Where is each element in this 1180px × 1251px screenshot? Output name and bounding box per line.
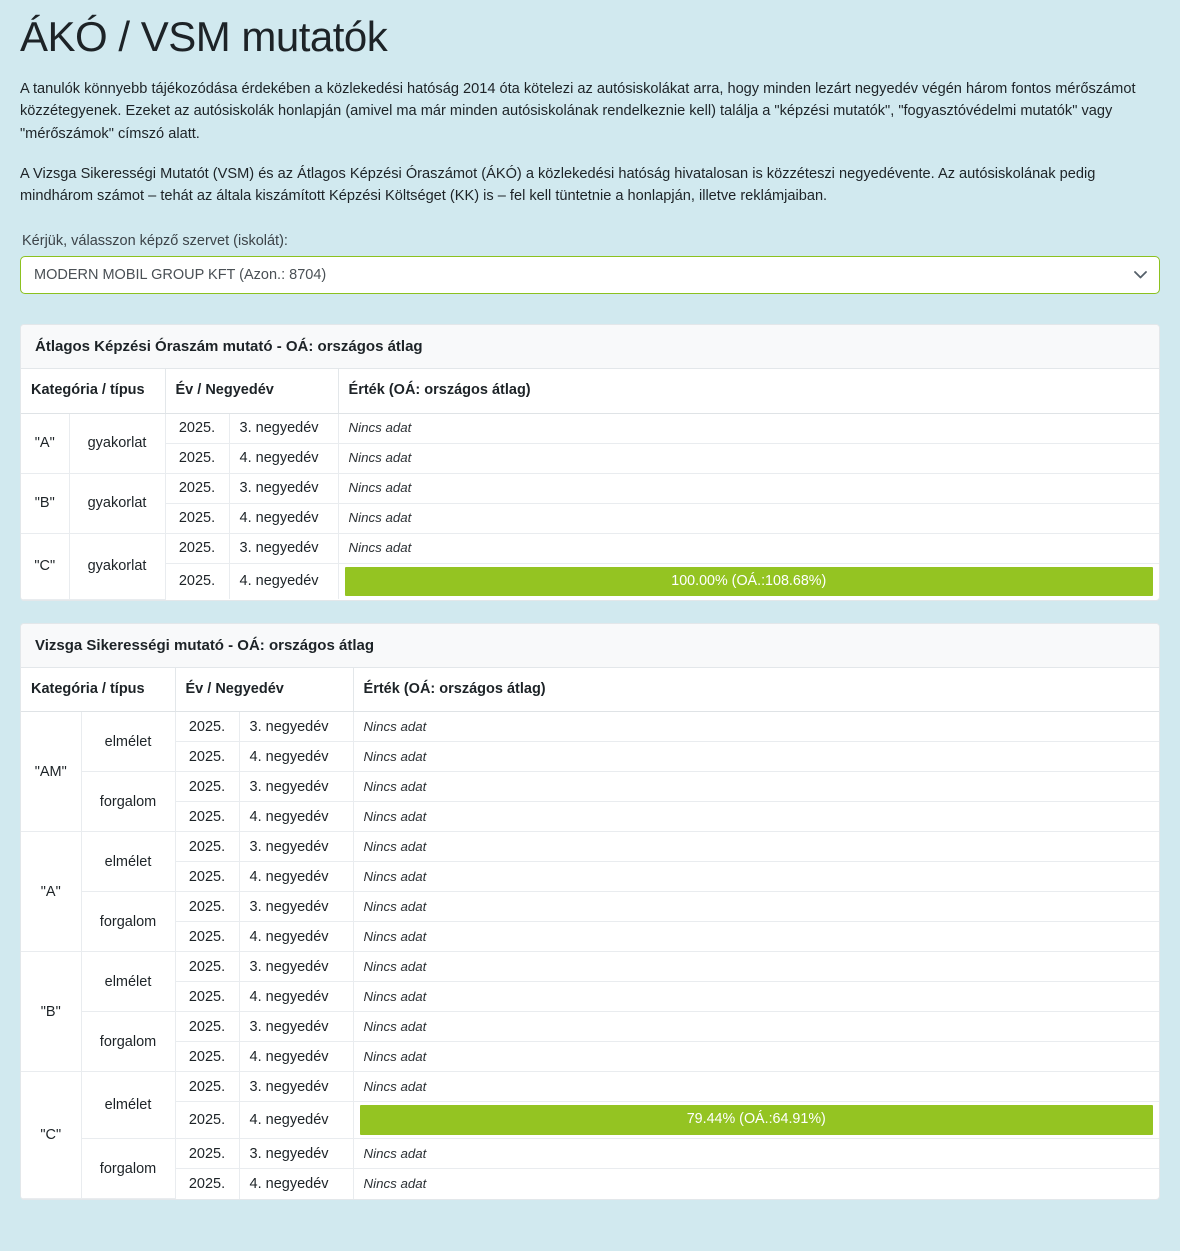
cell-quarter: 3. negyedév (239, 1012, 353, 1042)
cell-subtype: elmélet (81, 952, 175, 1012)
cell-quarter: 3. negyedév (239, 1072, 353, 1102)
cell-year: 2025. (175, 712, 239, 742)
cell-category: "B" (21, 952, 81, 1072)
vsm-table (21, 668, 1159, 1199)
school-select[interactable] (20, 256, 1160, 294)
cell-quarter: 4. negyedév (239, 742, 353, 772)
table-row (21, 1012, 1159, 1042)
cell-year: 2025. (175, 862, 239, 892)
table-row (21, 712, 1159, 742)
cell-quarter: 3. negyedév (239, 892, 353, 922)
column-header-category: Kategória / típus (21, 369, 165, 413)
cell-category: "C" (21, 533, 69, 599)
table-row (21, 892, 1159, 922)
ako-card (20, 324, 1160, 601)
cell-subtype: forgalom (81, 772, 175, 832)
cell-subtype: gyakorlat (69, 413, 165, 473)
table-header-row (21, 668, 1159, 712)
cell-category: "B" (21, 473, 69, 533)
cell-category: "A" (21, 832, 81, 952)
no-data-label: Nincs adat (363, 958, 427, 974)
cell-year: 2025. (175, 1139, 239, 1169)
cell-value (353, 892, 1159, 922)
cell-year: 2025. (165, 413, 229, 443)
column-header-value: Érték (OÁ: országos átlag) (338, 369, 1159, 413)
no-data-label: Nincs adat (348, 450, 412, 466)
cell-quarter: 4. negyedév (239, 1042, 353, 1072)
no-data-label: Nincs adat (348, 480, 412, 496)
cell-quarter: 4. negyedév (239, 802, 353, 832)
cell-quarter: 3. negyedév (229, 473, 338, 503)
cell-value (353, 772, 1159, 802)
cell-quarter: 3. negyedév (239, 952, 353, 982)
vsm-table-body (21, 712, 1159, 1199)
cell-year: 2025. (175, 982, 239, 1012)
school-selector-label: Kérjük, válasszon képző szervet (iskolát): (22, 233, 288, 250)
cell-category: "A" (21, 413, 69, 473)
cell-value (353, 952, 1159, 982)
cell-year: 2025. (175, 922, 239, 952)
table-row (21, 1072, 1159, 1102)
table-row (21, 802, 1159, 832)
cell-subtype: elmélet (81, 1072, 175, 1139)
table-row (21, 862, 1159, 892)
cell-value (353, 1139, 1159, 1169)
cell-value (353, 802, 1159, 832)
no-data-label: Nincs adat (363, 868, 427, 884)
cell-subtype: forgalom (81, 1012, 175, 1072)
intro-paragraph-2: A Vizsga Sikerességi Mutatót (VSM) és az Átlagos Képzési Óraszámot (ÁKÓ) a közlekedési hatóság hivatalosan is közzéteszi negyedévente. Az autósiskolának pedig mindhárom számot – tehát az általa kiszámított Képzési Költséget (KK) is – fel kell tüntetnie a honlapján, illetve reklámjaiban. (20, 165, 1096, 204)
table-row (21, 1169, 1159, 1199)
no-data-label: Nincs adat (363, 898, 427, 914)
no-data-label: Nincs adat (363, 808, 427, 824)
table-row (21, 742, 1159, 772)
no-data-label: Nincs adat (363, 748, 427, 764)
cell-year: 2025. (175, 1169, 239, 1199)
cell-quarter: 4. negyedév (239, 1169, 353, 1199)
cell-value (353, 862, 1159, 892)
cell-value (353, 832, 1159, 862)
cell-year: 2025. (175, 892, 239, 922)
table-row (21, 832, 1159, 862)
column-header-value: Érték (OÁ: országos átlag) (353, 668, 1159, 712)
cell-quarter: 4. negyedév (229, 563, 338, 599)
no-data-label: Nincs adat (363, 838, 427, 854)
column-header-period: Év / Negyedév (165, 369, 338, 413)
table-header-row (21, 369, 1159, 413)
table-row (21, 952, 1159, 982)
cell-value (338, 533, 1159, 563)
cell-subtype: elmélet (81, 832, 175, 892)
ako-card-title: Átlagos Képzési Óraszám mutató - OÁ: országos átlag (21, 325, 1159, 369)
school-selector-wrapper (20, 256, 1160, 294)
value-bar: 100.00% (OÁ.:108.68%) (345, 567, 1153, 597)
cell-value (353, 1169, 1159, 1199)
cell-year: 2025. (175, 742, 239, 772)
table-row (21, 533, 1159, 563)
cell-year: 2025. (175, 952, 239, 982)
cell-quarter: 3. negyedév (229, 533, 338, 563)
cell-subtype: elmélet (81, 712, 175, 772)
table-row (21, 922, 1159, 952)
cell-value (353, 712, 1159, 742)
table-row (21, 772, 1159, 802)
cell-quarter: 3. negyedév (239, 712, 353, 742)
cell-year: 2025. (165, 443, 229, 473)
cell-value (338, 473, 1159, 503)
no-data-label: Nincs adat (363, 1048, 427, 1064)
ako-table-head (21, 369, 1159, 413)
vsm-table-head (21, 668, 1159, 712)
cell-quarter: 4. negyedév (229, 503, 338, 533)
table-row (21, 563, 1159, 599)
ako-table-body (21, 413, 1159, 599)
table-row (21, 1102, 1159, 1139)
cell-year: 2025. (175, 1012, 239, 1042)
cell-year: 2025. (165, 563, 229, 599)
cell-year: 2025. (165, 503, 229, 533)
cell-value (338, 443, 1159, 473)
cell-value (338, 413, 1159, 443)
cell-quarter: 4. negyedév (229, 443, 338, 473)
cell-subtype: gyakorlat (69, 473, 165, 533)
no-data-label: Nincs adat (363, 1145, 427, 1161)
cell-value (353, 742, 1159, 772)
no-data-label: Nincs adat (363, 1078, 427, 1094)
cell-value (353, 1042, 1159, 1072)
no-data-label: Nincs adat (363, 1175, 427, 1191)
no-data-label: Nincs adat (363, 778, 427, 794)
no-data-label: Nincs adat (363, 928, 427, 944)
cell-category: "AM" (21, 712, 81, 832)
column-header-category: Kategória / típus (21, 668, 175, 712)
no-data-label: Nincs adat (363, 718, 427, 734)
cell-quarter: 3. negyedév (239, 1139, 353, 1169)
ako-table (21, 369, 1159, 600)
cell-value (353, 982, 1159, 1012)
intro-paragraph-1: A tanulók könnyebb tájékozódása érdekében a közlekedési hatóság 2014 óta kötelezi az autósiskolákat arra, hogy minden lezárt negyedév végén három fontos mérőszámot közzétegyenek. Ezeket az autósiskolák honlapján (amivel ma már minden autósiskolának rendelkeznie kell) találja a "képzési mutatók", "fogyasztóvédelmi mutatók" vagy "mérőszámok" címszó alatt. (20, 81, 1136, 142)
table-row (21, 473, 1159, 503)
cell-quarter: 3. negyedév (239, 772, 353, 802)
table-row (21, 443, 1159, 473)
cell-category: "C" (21, 1072, 81, 1199)
no-data-label: Nincs adat (348, 510, 412, 526)
cell-subtype: gyakorlat (69, 533, 165, 599)
cell-year: 2025. (165, 473, 229, 503)
table-row (21, 413, 1159, 443)
cell-quarter: 3. negyedév (239, 832, 353, 862)
page-title: ÁKÓ / VSM mutatók (20, 13, 388, 60)
cell-year: 2025. (175, 832, 239, 862)
cell-quarter: 4. negyedév (239, 1102, 353, 1139)
cell-year: 2025. (175, 1102, 239, 1139)
vsm-card (20, 623, 1160, 1200)
cell-value (353, 1012, 1159, 1042)
column-header-period: Év / Negyedév (175, 668, 353, 712)
cell-value (338, 503, 1159, 533)
value-bar: 79.44% (OÁ.:64.91%) (360, 1105, 1153, 1135)
cell-value (353, 922, 1159, 952)
cell-year: 2025. (175, 1042, 239, 1072)
cell-quarter: 4. negyedév (239, 982, 353, 1012)
vsm-card-title: Vizsga Sikerességi mutató - OÁ: országos átlag (21, 624, 1159, 668)
cell-quarter: 4. negyedév (239, 862, 353, 892)
cell-value (353, 1102, 1159, 1139)
cell-subtype: forgalom (81, 1139, 175, 1199)
cell-subtype: forgalom (81, 892, 175, 952)
table-row (21, 1042, 1159, 1072)
cell-year: 2025. (175, 802, 239, 832)
table-row (21, 982, 1159, 1012)
cell-year: 2025. (175, 1072, 239, 1102)
no-data-label: Nincs adat (363, 988, 427, 1004)
cell-year: 2025. (165, 533, 229, 563)
cell-quarter: 4. negyedév (239, 922, 353, 952)
cell-value (353, 1072, 1159, 1102)
no-data-label: Nincs adat (363, 1018, 427, 1034)
cell-year: 2025. (175, 772, 239, 802)
table-row (21, 503, 1159, 533)
cell-quarter: 3. negyedév (229, 413, 338, 443)
table-row (21, 1139, 1159, 1169)
no-data-label: Nincs adat (348, 420, 412, 436)
cell-value (338, 563, 1159, 599)
no-data-label: Nincs adat (348, 540, 412, 556)
